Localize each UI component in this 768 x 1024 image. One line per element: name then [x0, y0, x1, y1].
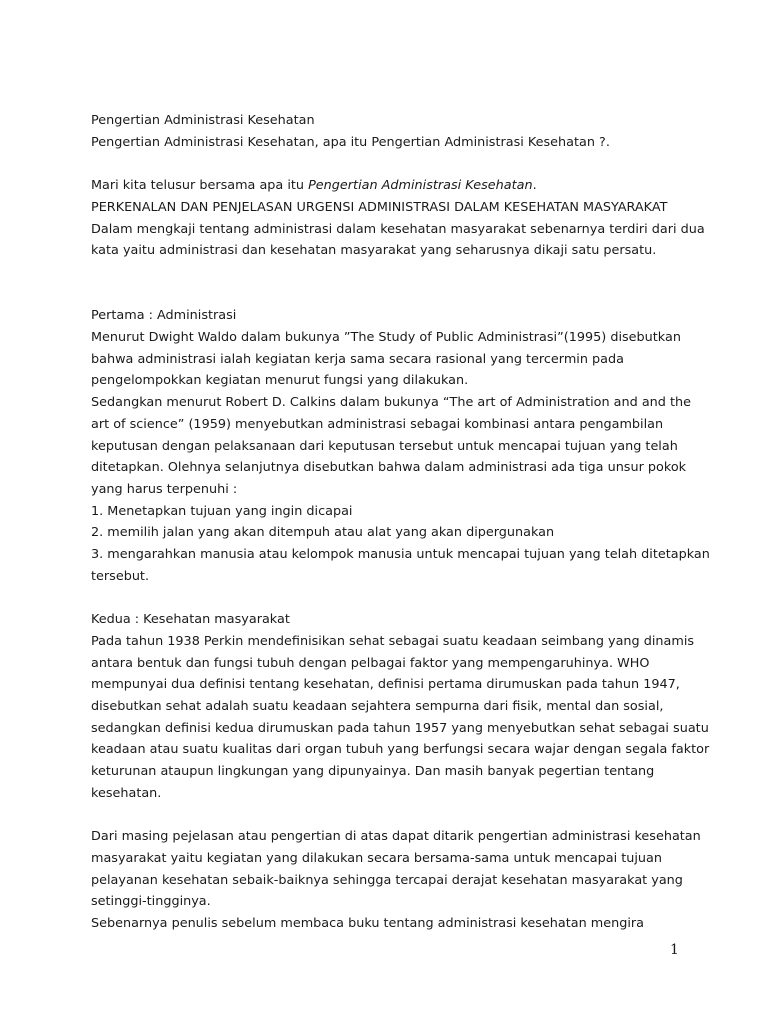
paragraph-line: Menurut Dwight Waldo dalam bukunya ”The Study of Public Administrasi”(1995) disebutkan [91, 329, 681, 345]
paragraph-line: tersebut. [91, 568, 150, 584]
paragraph-line: keadaan atau suatu kualitas dari organ tubuh yang berfungsi secara wajar dengan segala faktor [91, 742, 710, 758]
paragraph-line: Dari masing pejelasan atau pengertian di atas dapat ditarik pengertian administrasi kesehatan [91, 829, 701, 845]
section-heading-kesehatan: Kedua : Kesehatan masyarakat [91, 612, 290, 628]
intro-heading: PERKENALAN DAN PENJELASAN URGENSI ADMINISTRASI DALAM KESEHATAN MASYARAKAT [91, 199, 668, 215]
intro-lead [91, 175, 691, 197]
paragraph-line: Pada tahun 1938 Perkin mendefinisikan sehat sebagai suatu keadaan seimbang yang dinamis [91, 633, 695, 649]
paragraph-line: masyarakat yaitu kegiatan yang dilakukan secara bersama-sama untuk mencapai tujuan [91, 850, 662, 866]
paragraph-line: ditetapkan. Olehnya selanjutnya disebutkan bahwa dalam administrasi ada tiga unsur pokok [91, 460, 687, 476]
intro-lead-pre: Mari kita telusur bersama apa itu [91, 178, 309, 194]
paragraph-line: mempunyai dua definisi tentang kesehatan, definisi pertama dirumuskan pada tahun 1947, [91, 677, 680, 693]
paragraph-line: Sedangkan menurut Robert D. Calkins dalam bukunya “The art of Administration and and the [91, 395, 691, 411]
paragraph-line: setinggi-tingginya. [91, 894, 211, 910]
list-item: 1. Menetapkan tujuan yang ingin dicapai [91, 503, 353, 519]
page-number: 1 [670, 942, 679, 958]
paragraph-line: antara bentuk dan fungsi tubuh dengan pelbagai faktor yang mempengaruhinya. WHO [91, 655, 650, 671]
paragraph-line: sedangkan definisi kedua dirumuskan pada tahun 1957 yang menyebutkan sehat sebagai suatu [91, 720, 709, 736]
paragraph-line: yang harus terpenuhi : [91, 481, 238, 497]
paragraph-line: bahwa administrasi ialah kegiatan kerja sama secara rasional yang tercermin pada [91, 351, 624, 367]
document-body [91, 110, 710, 935]
document-subtitle: Pengertian Administrasi Kesehatan, apa itu Pengertian Administrasi Kesehatan ?. [91, 134, 610, 150]
intro-lead-emphasis: Pengertian Administrasi Kesehatan [308, 178, 533, 194]
paragraph-line: keturunan ataupun lingkungan yang dipunyainya. Dan masih banyak pegertian tentang [91, 764, 655, 780]
paragraph-line: kata yaitu administrasi dan kesehatan masyarakat yang seharusnya dikaji satu persatu. [91, 243, 657, 259]
paragraph-line: Dalam mengkaji tentang administrasi dalam kesehatan masyarakat sebenarnya terdiri dari dua [91, 221, 705, 237]
paragraph-line: keputusan dengan pelaksanaan dari keputusan tersebut untuk mencapai tujuan yang telah [91, 438, 678, 454]
paragraph-line: pengelompokkan kegiatan menurut fungsi yang dilakukan. [91, 373, 469, 389]
paragraph-line: disebutkan sehat adalah suatu keadaan sejahtera sempurna dari fisik, mental dan sosial, [91, 698, 664, 714]
paragraph-line: kesehatan. [91, 785, 162, 801]
list-item: 3. mengarahkan manusia atau kelompok manusia untuk mencapai tujuan yang telah ditetapkan [91, 547, 710, 563]
paragraph-line: pelayanan kesehatan sebaik-baiknya sehingga tercapai derajat kesehatan masyarakat yang [91, 872, 683, 888]
list-item: 2. memilih jalan yang akan ditempuh atau alat yang akan dipergunakan [91, 525, 555, 541]
paragraph-line: Sebenarnya penulis sebelum membaca buku tentang administrasi kesehatan mengira [91, 915, 644, 931]
paragraph-line: art of science” (1959) menyebutkan administrasi sebagai kombinasi antara pengambilan [91, 416, 664, 432]
document-title: Pengertian Administrasi Kesehatan [91, 113, 315, 128]
section-heading-administrasi: Pertama : Administrasi [91, 308, 237, 324]
intro-lead-post: . [532, 178, 537, 194]
